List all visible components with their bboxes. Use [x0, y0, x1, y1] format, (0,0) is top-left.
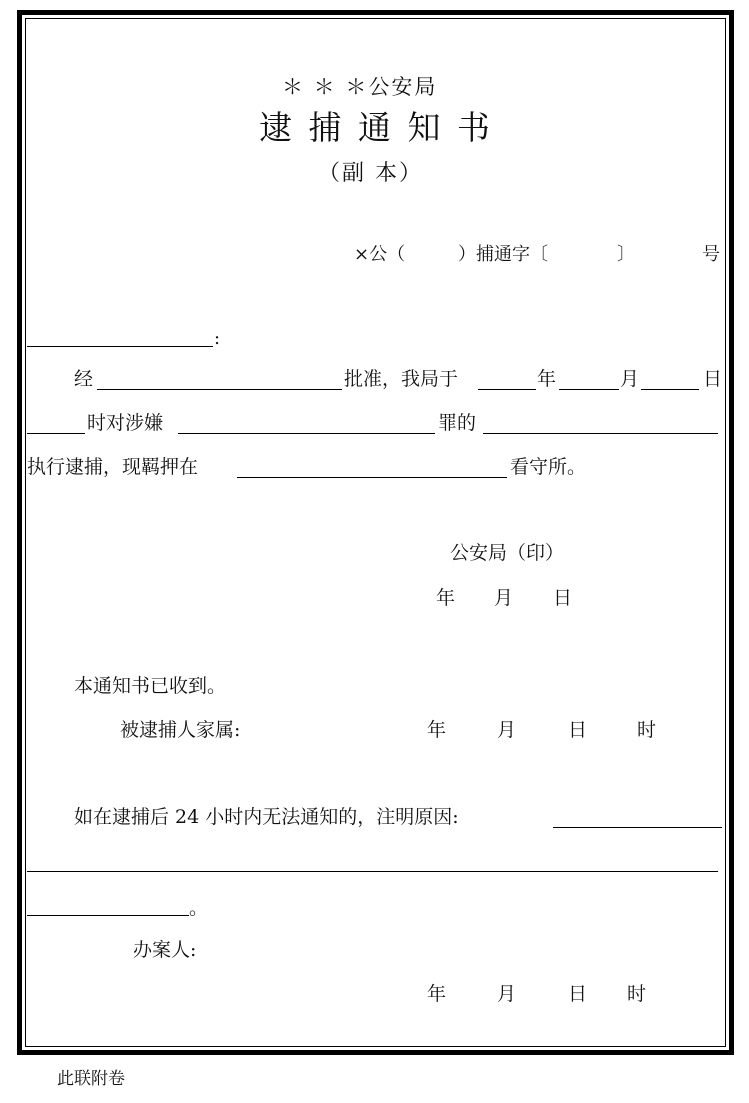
doc-number-close: 〕: [617, 244, 635, 265]
recipient-blank[interactable]: [27, 346, 213, 347]
copy-type-label: （副 本）: [318, 161, 423, 186]
seal-date-day: 日: [553, 587, 573, 609]
approval-authority-blank[interactable]: [97, 389, 342, 390]
footer-note: 此联附卷: [57, 1069, 125, 1089]
receipt-received-text: 本通知书已收到。: [74, 675, 227, 697]
bureau-seal-label: 公安局（印）: [450, 542, 565, 564]
arrest-month-blank[interactable]: [559, 389, 619, 390]
receipt-hour: 时: [637, 719, 657, 741]
doc-number-prefix: ×公（: [354, 244, 406, 265]
unable-notify-period: 。: [189, 897, 209, 919]
text-pizhun: 批准，我局于: [344, 368, 459, 390]
receipt-month: 月: [497, 719, 517, 741]
crime-blank[interactable]: [178, 433, 435, 434]
arrest-hour-blank[interactable]: [27, 433, 85, 434]
text-kanshousuo: 看守所。: [510, 456, 587, 478]
unable-notify-text: 如在逮捕后 24 小时内无法通知的，注明原因:: [74, 806, 459, 828]
arrest-day-blank[interactable]: [641, 389, 699, 390]
receipt-day: 日: [568, 719, 588, 741]
seal-date-month: 月: [494, 587, 514, 609]
receipt-year: 年: [427, 719, 447, 741]
arrest-year-blank[interactable]: [478, 389, 536, 390]
document-title: 逮 捕 通 知 书: [259, 108, 493, 147]
doc-number-middle: ）捕通字〔: [458, 244, 548, 265]
bureau-heading: ＊ ＊ ＊公安局: [282, 75, 438, 99]
text-ri: 日: [703, 368, 723, 390]
text-shi-dui-shexian: 时对涉嫌: [87, 412, 164, 434]
unable-notify-reason-blank-1[interactable]: [553, 827, 722, 828]
handler-day: 日: [568, 983, 588, 1005]
text-jing: 经: [74, 368, 94, 390]
family-signature-label: 被逮捕人家属:: [120, 719, 241, 741]
text-zui-de: 罪的: [438, 412, 477, 434]
suspect-name-blank[interactable]: [483, 433, 718, 434]
detention-center-blank[interactable]: [237, 477, 507, 478]
recipient-colon: :: [214, 328, 221, 349]
text-nian: 年: [537, 368, 557, 390]
doc-number-suffix: 号: [702, 244, 720, 265]
text-yue: 月: [620, 368, 640, 390]
handler-year: 年: [427, 983, 447, 1005]
unable-notify-reason-blank-2[interactable]: [27, 871, 718, 872]
seal-date-year: 年: [436, 587, 456, 609]
handler-label: 办案人:: [133, 939, 197, 961]
text-zhixing: 执行逮捕，现羁押在: [27, 456, 199, 478]
handler-hour: 时: [627, 983, 647, 1005]
unable-notify-reason-blank-3[interactable]: [27, 915, 189, 916]
handler-month: 月: [497, 983, 517, 1005]
